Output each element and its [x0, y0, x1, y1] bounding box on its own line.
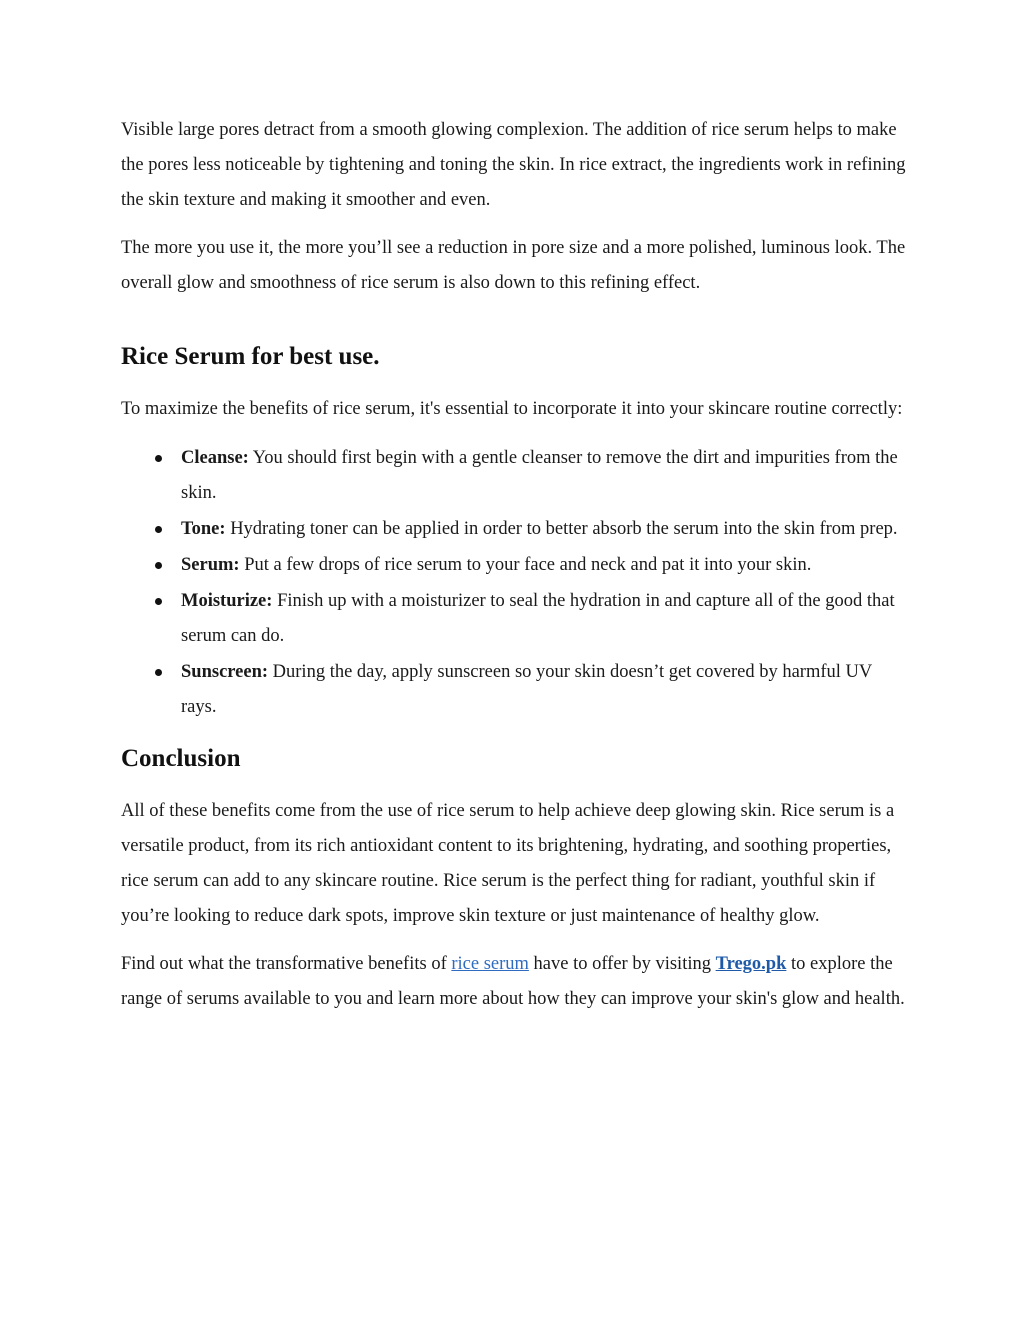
heading-conclusion: Conclusion — [121, 745, 241, 772]
step-text: During the day, apply sunscreen so your skin doesn’t get covered by harmful UV rays. — [181, 662, 872, 717]
step-term: Moisturize: — [181, 591, 273, 611]
routine-steps-list — [121, 441, 906, 725]
heading-best-use: Rice Serum for best use. — [121, 343, 380, 370]
step-text: Hydrating toner can be applied in order to better absorb the serum into the skin from prep. — [225, 519, 898, 539]
list-item-serum — [181, 548, 906, 583]
paragraph-conclusion: All of these benefits come from the use of rice serum to help achieve deep glowing skin. Rice serum is a versatile product, from its rich antioxidant content to its brightening, hydrating, and soothing properties, rice serum can add to any skincare routine. Rice serum is the perfect thing for radiant, youthful skin if you’re looking to reduce dark spots, improve skin texture or just maintenance of healthy glow. — [121, 801, 895, 926]
step-term: Serum: — [181, 555, 240, 575]
cta-text-before: Find out what the transformative benefits of — [121, 954, 452, 974]
paragraph-pores-2: The more you use it, the more you’ll see a reduction in pore size and a more polished, luminous look. The overall glow and smoothness of rice serum is also down to this refining effect. — [121, 238, 906, 293]
paragraph-best-use-intro: To maximize the benefits of rice serum, it's essential to incorporate it into your skincare routine correctly: — [121, 399, 903, 419]
step-term: Tone: — [181, 519, 226, 539]
step-text: You should first begin with a gentle cleanser to remove the dirt and impurities from the skin. — [181, 448, 898, 503]
paragraph-pores-1: Visible large pores detract from a smooth glowing complexion. The addition of rice serum helps to make the pores less noticeable by tightening and toning the skin. In rice extract, the ingredients work in refining the skin texture and making it smoother and even. — [121, 120, 906, 210]
paragraph-call-to-action — [121, 947, 906, 1017]
list-item-tone — [181, 512, 906, 547]
rice-serum-link[interactable]: rice serum — [451, 954, 529, 974]
step-term: Sunscreen: — [181, 662, 269, 682]
list-item-sunscreen — [181, 655, 906, 725]
step-term: Cleanse: — [181, 448, 249, 468]
document-page — [121, 113, 906, 1017]
list-item-cleanse — [181, 441, 906, 511]
trego-pk-link[interactable]: Trego.pk — [715, 954, 787, 974]
step-text: Finish up with a moisturizer to seal the hydration in and capture all of the good that serum can do. — [181, 591, 895, 646]
cta-text-middle: have to offer by visiting — [528, 954, 716, 974]
list-item-moisturize — [181, 584, 906, 654]
cta-text-after: to explore the range of serums available to you and learn more about how they can improve your skin's glow and health. — [121, 954, 905, 1009]
step-text: Put a few drops of rice serum to your face and neck and pat it into your skin. — [239, 555, 812, 575]
